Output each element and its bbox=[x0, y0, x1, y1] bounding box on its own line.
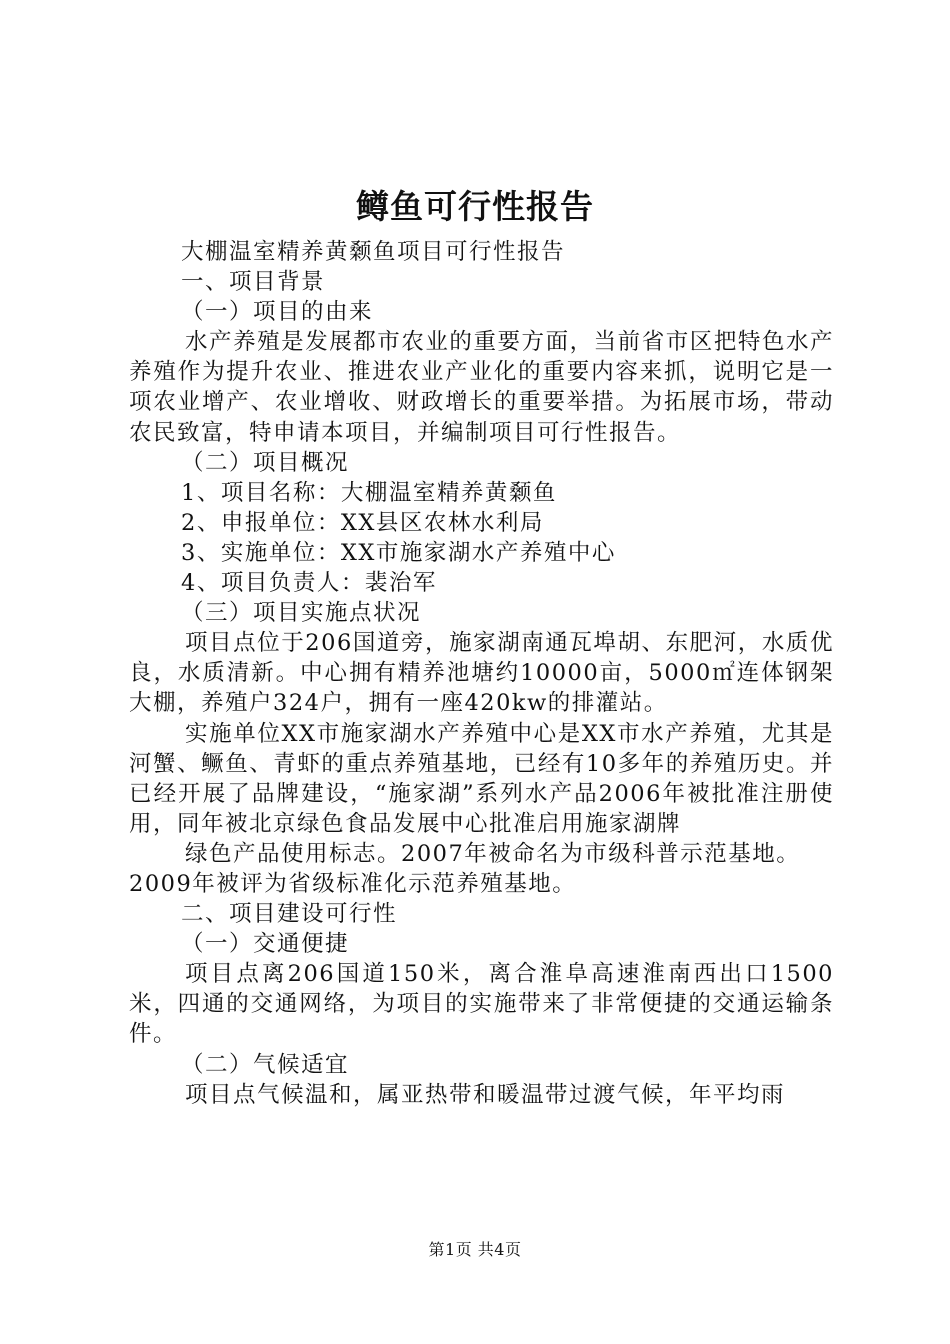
heading-section-1: 一、项目背景 bbox=[181, 269, 326, 296]
list-item-applicant: 2、申报单位：XX县区农林水利局 bbox=[181, 509, 544, 536]
subheading-1-1: （一）项目的由来 bbox=[181, 299, 374, 326]
list-item-project-name: 1、项目名称：大棚温室精养黄颡鱼 bbox=[181, 479, 557, 506]
heading-section-2: 二、项目建设可行性 bbox=[181, 901, 398, 928]
body-paragraph: 水产养殖是发展都市农业的重要方面，当前省市区把特色水产养殖作为提升农业、推进农业产业化的重要内容来抓，说明它是一项农业增产、农业增收、财政增长的重要举措。为拓展市场，带动农民致富，特申请本项目，并编制项目可行性报告。 bbox=[129, 329, 834, 446]
body-paragraph: 项目点气候温和，属亚热带和暖温带过渡气候，年平均雨 bbox=[185, 1081, 786, 1108]
body-paragraph: 绿色产品使用标志。2007年被命名为市级科普示范基地。2009年被评为省级标准化示范养殖基地。 bbox=[129, 840, 801, 897]
subtitle-paragraph: 大棚温室精养黄颡鱼项目可行性报告 bbox=[181, 239, 566, 265]
body-paragraph: 项目点位于206国道旁，施家湖南通瓦埠胡、东肥河，水质优良，水质清新。中心拥有精养池塘约10000亩，5000㎡连体钢架大棚，养殖户324户，拥有一座420kw的排灌站。 bbox=[129, 630, 834, 717]
subheading-1-2: （二）项目概况 bbox=[181, 449, 350, 476]
document-body bbox=[129, 237, 834, 1110]
subheading-1-3: （三）项目实施点状况 bbox=[181, 600, 422, 627]
list-item-manager: 4、项目负责人：裴治军 bbox=[181, 570, 437, 597]
page-footer: 第1页 共4页 bbox=[428, 1240, 522, 1259]
body-paragraph: 项目点离206国道150米，离合淮阜高速淮南西出口1500米，四通的交通网络，为项目的实施带来了非常便捷的交通运输条件。 bbox=[129, 961, 834, 1048]
document-title: 鳟鱼可行性报告 bbox=[356, 187, 594, 226]
list-item-implementer: 3、实施单位：XX市施家湖水产养殖中心 bbox=[181, 539, 616, 566]
subheading-2-1: （一）交通便捷 bbox=[181, 931, 350, 958]
subheading-2-2: （二）气候适宜 bbox=[181, 1051, 350, 1078]
body-paragraph: 实施单位XX市施家湖水产养殖中心是XX市水产养殖，尤其是河蟹、鳜鱼、青虾的重点养殖基地，已经有10多年的养殖历史。并已经开展了品牌建设，“施家湖”系列水产品2006年被批准注册使用，同年被北京绿色食品发展中心批准启用施家湖牌 bbox=[129, 720, 834, 837]
